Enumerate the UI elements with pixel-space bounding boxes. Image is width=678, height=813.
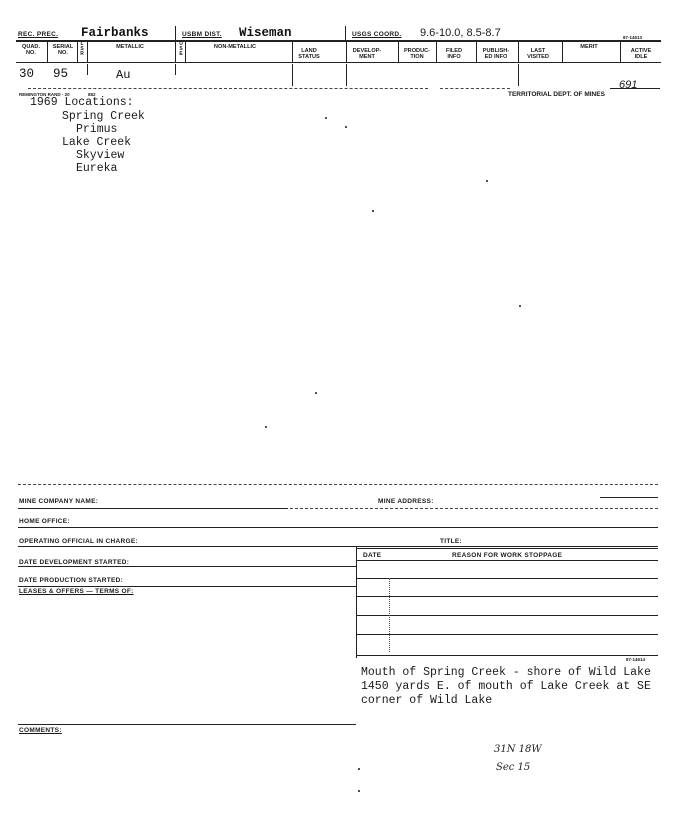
locations-heading: 1969 Locations: <box>30 96 134 109</box>
col-production: PRODUC- TION <box>403 48 431 60</box>
col-metallic: METALLIC <box>116 44 144 50</box>
col-non-metallic: NON-METALLIC <box>213 44 257 50</box>
col-serial-no: SERIAL NO. <box>52 44 74 56</box>
rec-prec-value: Fairbanks <box>81 26 149 40</box>
usgs-coord-value: 9.6-10.0, 8.5-8.7 <box>420 27 501 39</box>
mine-address-label: MINE ADDRESS: <box>378 498 434 505</box>
department-imprint: TERRITORIAL DEPT. OF MINES <box>508 91 605 98</box>
col-lsr: L S R <box>80 41 84 57</box>
date-column-label: DATE <box>363 552 382 559</box>
leases-offers-label: LEASES & OFFERS — TERMS OF: <box>19 588 134 595</box>
location-item: Spring Creek <box>62 110 145 123</box>
rec-prec-label: REC. PREC. <box>18 31 59 38</box>
col-quad-no: QUAD. NO. <box>21 44 41 56</box>
printer-code: 882 <box>88 92 96 97</box>
handwritten-section: Sec 15 <box>496 762 531 773</box>
col-filed-info: FILED INFO <box>445 48 463 60</box>
date-development-label: DATE DEVELOPMENT STARTED: <box>19 559 130 566</box>
metallic-value: Au <box>116 68 131 82</box>
operating-official-label: OPERATING OFFICIAL IN CHARGE: <box>19 538 138 545</box>
col-merit: MERIT <box>580 44 598 50</box>
col-land-status: LAND STATUS <box>298 48 320 60</box>
form-number-lower: 87-14614 <box>626 657 646 662</box>
form-number: 87-14613 <box>623 35 643 40</box>
col-last-visited: LAST VISITED <box>527 48 549 60</box>
quad-no-value: 30 <box>19 67 35 81</box>
location-item: Eureka <box>76 162 118 175</box>
home-office-label: HOME OFFICE: <box>19 518 70 525</box>
description-line: corner of Wild Lake <box>361 694 493 707</box>
mine-company-name-label: MINE COMPANY NAME: <box>19 498 99 505</box>
location-item: Primus <box>76 123 118 136</box>
title-label: TITLE: <box>440 538 463 545</box>
col-development: DEVELOP- MENT <box>352 48 382 60</box>
comments-label: COMMENTS: <box>19 727 62 734</box>
serial-no-value: 95 <box>53 67 69 81</box>
description-line: 1450 yards E. of mouth of Lake Creek at SE <box>361 680 651 693</box>
description-line: Mouth of Spring Creek - shore of Wild Lake <box>361 666 651 679</box>
location-item: Skyview <box>76 149 125 162</box>
reason-column-label: REASON FOR WORK STOPPAGE <box>452 552 563 559</box>
date-production-label: DATE PRODUCTION STARTED: <box>19 577 124 584</box>
usgs-coord-label: USGS COORD. <box>352 31 402 38</box>
handwritten-township: 31N 18W <box>494 744 542 755</box>
usbm-dist-value: Wiseman <box>239 26 292 40</box>
col-use: U S E <box>179 41 183 57</box>
usbm-dist-label: USBM DIST. <box>182 31 222 38</box>
col-published-info: PUBLISH- ED INFO <box>482 48 510 60</box>
printer-imprint: REMINGTON RAND - 20 <box>19 92 70 97</box>
col-active-idle: ACTIVE IDLE <box>630 48 652 60</box>
record-number: 691 <box>619 79 638 91</box>
location-item: Lake Creek <box>62 136 132 149</box>
